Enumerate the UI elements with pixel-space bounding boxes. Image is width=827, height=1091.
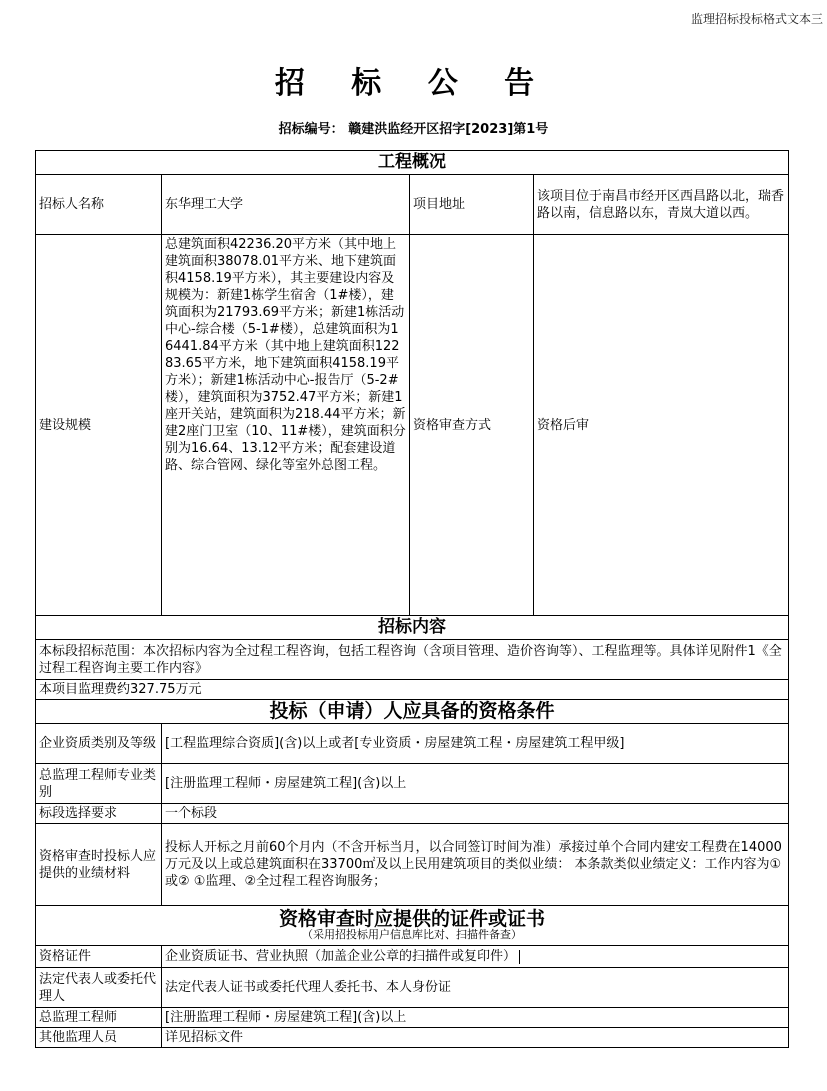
section-title-qualification: 投标（申请）人应具备的资格条件: [36, 700, 789, 724]
qualification-row: [36, 724, 789, 764]
fee-text: 本项目监理费约327.75万元: [36, 680, 789, 700]
bid-number: 招标编号： 赣建洪监经开区招字[2023]第1号: [278, 122, 549, 137]
scale-label: 建设规模: [36, 235, 162, 616]
section-title-content: 招标内容: [36, 616, 789, 640]
certificate-value: [162, 946, 789, 968]
certificate-row: [36, 946, 789, 968]
qualification-value: 投标人开标之月前60个月内（不含开标当月，以合同签订时间为准）承接过单个合同内建安工程费在14000万元及以上或总建筑面积在33700㎡及以上民用建筑项目的类似业绩： 本条款类似业绩定义：工作内容为①或② ①监理、②全过程工程咨询服务；: [162, 824, 789, 906]
qualification-value: 一个标段: [162, 804, 789, 824]
header-note: 监理招标投标格式文本三: [690, 12, 823, 26]
certificates-title: 资格审查时应提供的证件或证书: [278, 907, 545, 930]
scope-row: [36, 640, 789, 680]
qualification-header-row: [36, 700, 789, 724]
qualification-label: 企业资质类别及等级: [36, 724, 162, 764]
scale-row: [36, 235, 789, 616]
tenderer-label: 招标人名称: [36, 175, 162, 235]
tender-notice-table: [35, 150, 789, 1048]
address-value: 该项目位于南昌市经开区西昌路以北，瑞香路以南，信息路以东，青岚大道以西。: [534, 175, 789, 235]
tenderer-value: 东华理工大学: [162, 175, 410, 235]
review-label: 资格审查方式: [410, 235, 534, 616]
scale-value: 总建筑面积42236.20平方米（其中地上建筑面积38078.01平方米、地下建筑面积4158.19平方米），其主要建设内容及规模为：新建1栋学生宿舍（1#楼），建筑面积为21793.69平方米；新建1栋活动中心-综合楼（5-1#楼），总建筑面积为16441.84平方米（其中地上建筑面积12283.65平方米，地下建筑面积4158.19平方米）；新建1栋活动中心-报告厅（5-2#楼），建筑面积为3752.47平方米；新建1座开关站，建筑面积为218.44平方米；新建2座门卫室（10、11#楼），建筑面积分别为16.64、13.12平方米；配套建设道路、综合管网、绿化等室外总图工程。: [162, 235, 410, 616]
certificate-value: 法定代表人证书或委托代理人委托书、本人身份证: [162, 968, 789, 1008]
qualification-row: [36, 804, 789, 824]
qualification-row: [36, 824, 789, 906]
certificate-row: [36, 1008, 789, 1028]
certificate-row: [36, 968, 789, 1008]
section-title-certificates: [36, 906, 789, 946]
qualification-value: [注册监理工程师・房屋建筑工程](含)以上: [162, 764, 789, 804]
scope-text: 本标段招标范围：本次招标内容为全过程工程咨询，包括工程咨询（含项目管理、造价咨询等）、工程监理等。具体详见附件1《全过程工程咨询主要工作内容》: [36, 640, 789, 680]
certificate-value: [注册监理工程师・房屋建筑工程](含)以上: [162, 1008, 789, 1028]
qualification-label: 总监理工程师专业类别: [36, 764, 162, 804]
qualification-label: 资格审查时投标人应提供的业绩材料: [36, 824, 162, 906]
certificate-label: 其他监理人员: [36, 1028, 162, 1048]
certificates-note: （采用招投标用户信息库比对、扫描件备查）: [302, 927, 522, 941]
tenderer-row: [36, 175, 789, 235]
qualification-row: [36, 764, 789, 804]
content-header-row: [36, 616, 789, 640]
certificate-label: 资格证件: [36, 946, 162, 968]
qualification-label: 标段选择要求: [36, 804, 162, 824]
overview-header-row: [36, 151, 789, 175]
certificate-row: [36, 1028, 789, 1048]
certificate-label: 总监理工程师: [36, 1008, 162, 1028]
section-title-overview: 工程概况: [36, 151, 789, 175]
certificates-header-row: [36, 906, 789, 946]
address-label: 项目地址: [410, 175, 534, 235]
review-value: 资格后审: [534, 235, 789, 616]
document-title: 招 标 公 告: [274, 66, 553, 101]
certificate-value-text: 企业资质证书、营业执照（加盖企业公章的扫描件或复印件）: [165, 949, 517, 964]
text-cursor: [519, 950, 520, 964]
fee-row: [36, 680, 789, 700]
certificate-value: 详见招标文件: [162, 1028, 789, 1048]
qualification-value: [工程监理综合资质](含)以上或者[专业资质・房屋建筑工程・房屋建筑工程甲级]: [162, 724, 789, 764]
certificate-label: 法定代表人或委托代理人: [36, 968, 162, 1008]
